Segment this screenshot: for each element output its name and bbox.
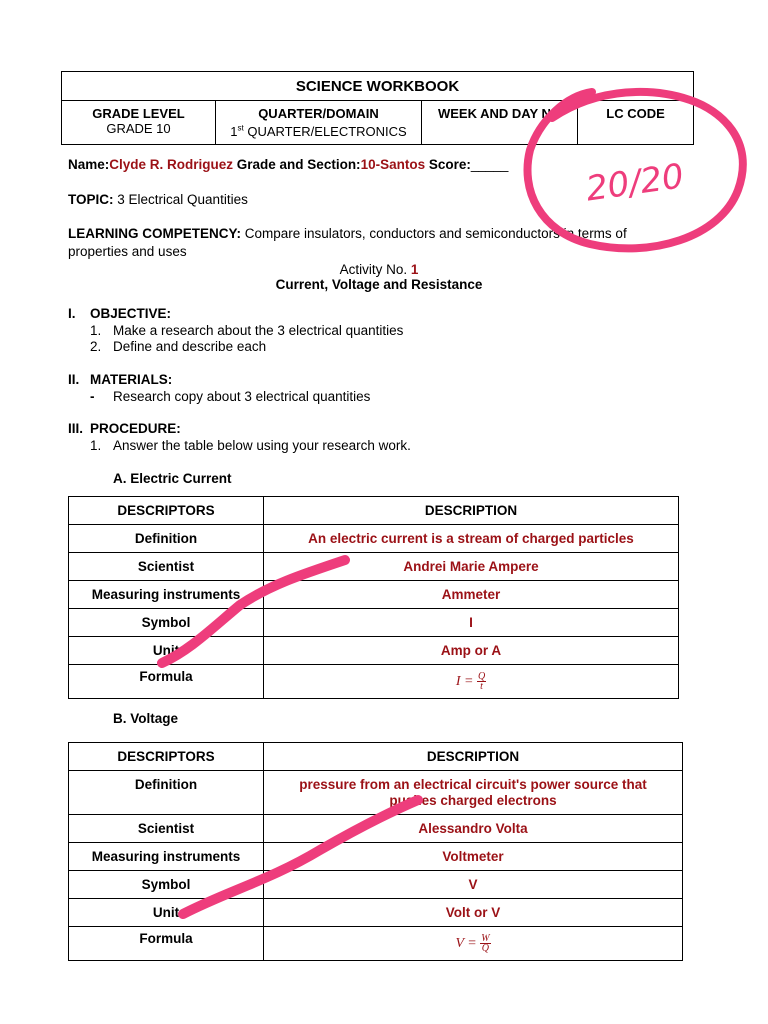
quarter-cell <box>216 101 422 145</box>
grade-level-cell <box>62 101 216 145</box>
list-item: - Research copy about 3 electrical quantities <box>90 389 371 404</box>
week-cell <box>422 101 578 145</box>
quarter-label: QUARTER/DOMAIN <box>258 106 379 121</box>
section-value: 10-Santos <box>360 157 426 172</box>
table-row: Measuring instruments Ammeter <box>69 581 679 609</box>
workbook-title: SCIENCE WORKBOOK <box>62 72 694 101</box>
score-blank: _____ <box>470 157 509 172</box>
table-row: Scientist Alessandro Volta <box>69 815 683 843</box>
week-label: WEEK AND DAY NO <box>437 106 562 121</box>
competency-line-1 <box>68 226 627 241</box>
current-table <box>68 496 679 699</box>
voltage-definition: pressure from an electrical circuit's power source that pushes charged electrons <box>264 771 683 815</box>
voltage-table <box>68 742 683 961</box>
topic-label: TOPIC: <box>68 192 114 207</box>
table-row <box>69 743 683 771</box>
objective-list <box>90 323 403 355</box>
list-item: 1. Answer the table below using your research work. <box>90 438 411 453</box>
activity-title: Current, Voltage and Resistance <box>275 277 483 292</box>
handwritten-score: 20/20 <box>583 156 687 210</box>
table-row: Scientist Andrei Marie Ampere <box>69 553 679 581</box>
materials-list <box>90 389 370 405</box>
topic-line <box>68 192 248 207</box>
quarter-value: 1st QUARTER/ELECTRONICS <box>230 124 407 140</box>
student-info-line <box>68 157 508 172</box>
grade-level-label: GRADE LEVEL <box>92 106 185 121</box>
header-table <box>61 71 694 145</box>
activity-number: Activity No. 1 <box>339 262 419 277</box>
lc-code-cell <box>578 101 694 145</box>
section-a-title: A. Electric Current <box>113 471 232 486</box>
table-row <box>69 497 679 525</box>
table-row: Measuring instruments Voltmeter <box>69 843 683 871</box>
table-header-descriptors: DESCRIPTORS <box>69 497 264 525</box>
student-name: Clyde R. Rodriguez <box>109 157 234 172</box>
procedure-heading: III. PROCEDURE: <box>68 421 181 436</box>
table-row: Unit Amp or A <box>69 637 679 665</box>
table-row: Symbol I <box>69 609 679 637</box>
table-row: Formula I = $\frac{Q}{t}$ <box>69 665 679 699</box>
score-label: Score: <box>425 157 471 172</box>
current-formula: I = $\frac{Q}{t}$ <box>264 665 679 699</box>
table-row: Definition pressure from an electrical circuit's power source that pushes charged electrons <box>69 771 683 815</box>
topic-value: 3 Electrical Quantities <box>113 192 248 207</box>
table-header-description: DESCRIPTION <box>264 743 683 771</box>
table-row: Symbol V <box>69 871 683 899</box>
section-label: Grade and Section: <box>233 157 361 172</box>
lc-code-label: LC CODE <box>606 106 665 121</box>
list-item: 1. Make a research about the 3 electrical quantities <box>90 323 404 338</box>
voltage-formula: V = $\frac{W}{Q}$ <box>264 927 683 961</box>
name-label: Name: <box>68 157 110 172</box>
grade-level-value: GRADE 10 <box>106 121 171 136</box>
competency-label: LEARNING COMPETENCY: <box>68 226 242 241</box>
objective-heading: I. OBJECTIVE: <box>68 306 172 321</box>
table-header-description: DESCRIPTION <box>264 497 679 525</box>
section-b-title: B. Voltage <box>113 711 179 726</box>
list-item: 2. Define and describe each <box>90 339 267 354</box>
procedure-list <box>90 438 411 454</box>
table-row: Definition An electric current is a stream of charged particles <box>69 525 679 553</box>
table-header-descriptors: DESCRIPTORS <box>69 743 264 771</box>
materials-heading: II. MATERIALS: <box>68 372 173 387</box>
competency-line-2: properties and uses <box>68 244 187 259</box>
table-row: Unit Volt or V <box>69 899 683 927</box>
table-row: Formula V = $\frac{W}{Q}$ <box>69 927 683 961</box>
competency-text: Compare insulators, conductors and semiconductors in terms of <box>241 226 627 241</box>
